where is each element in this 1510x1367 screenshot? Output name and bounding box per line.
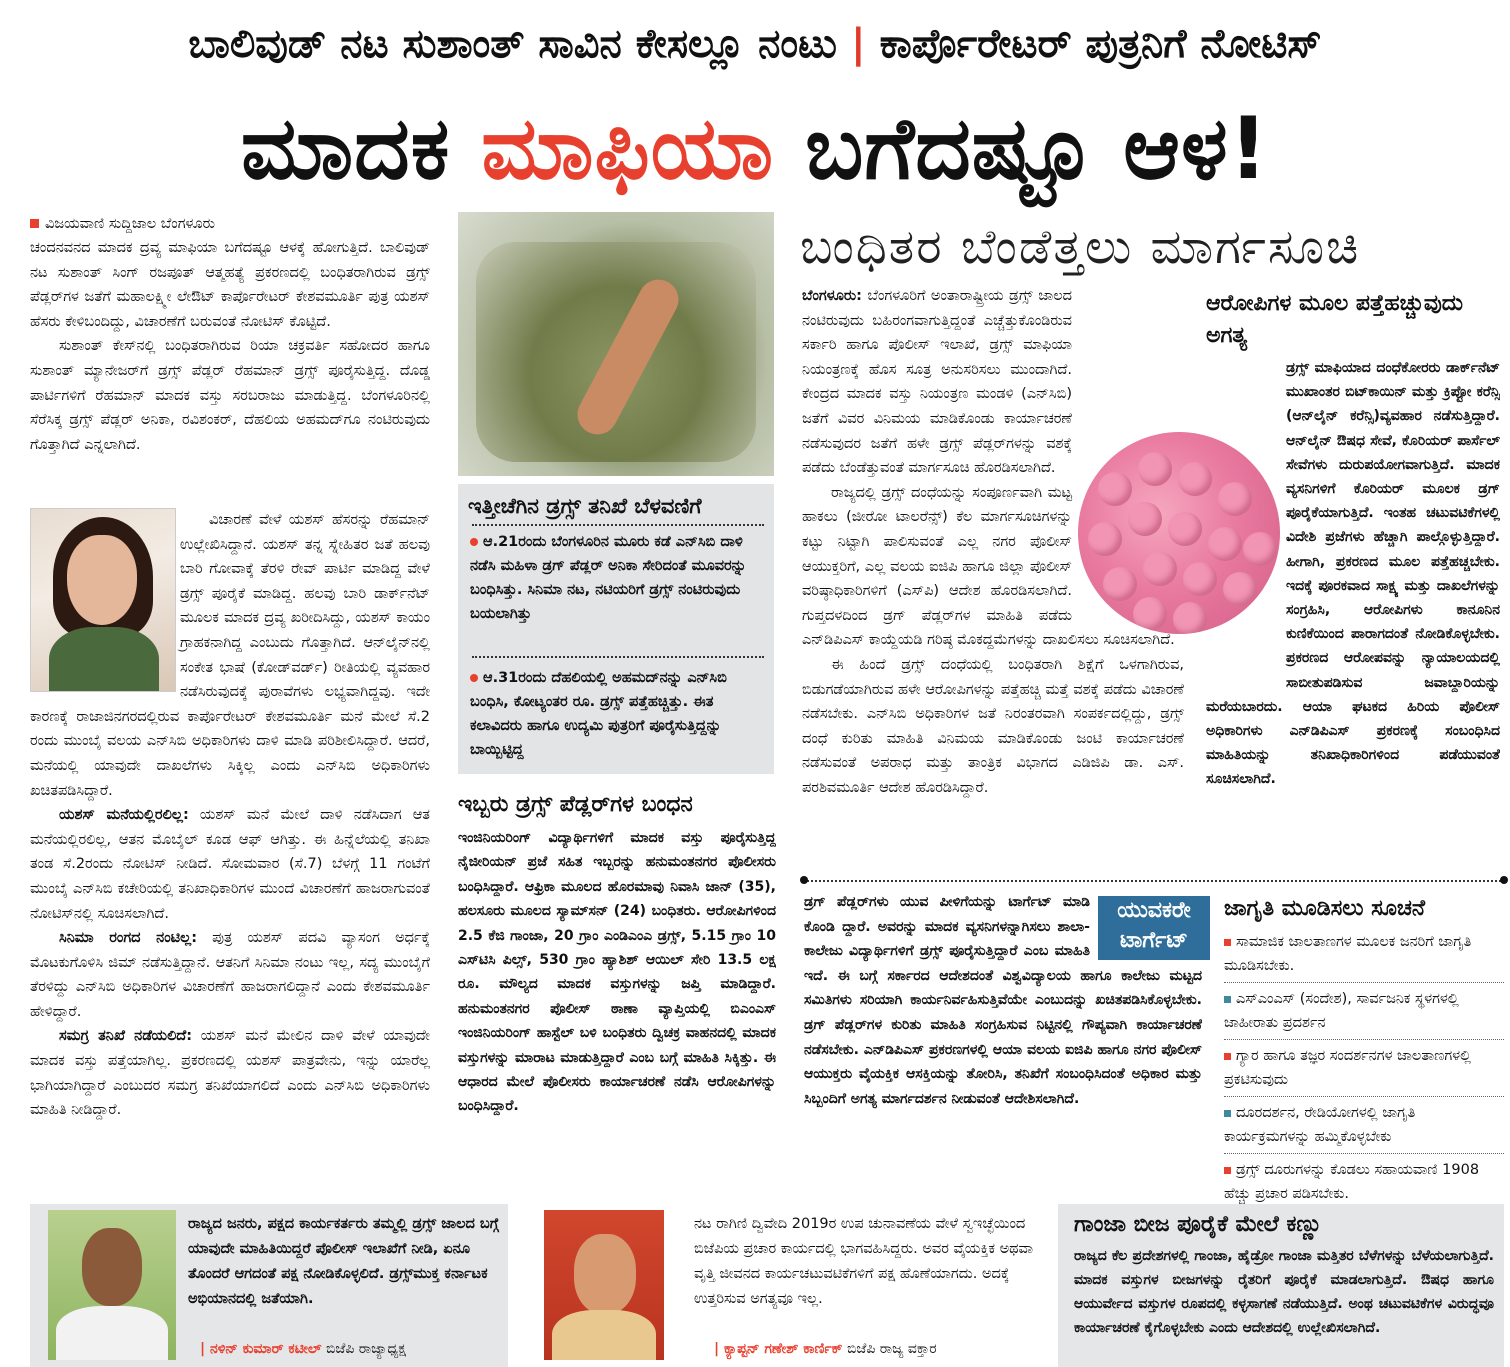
guideline-p3: ಈ ಹಿಂದೆ ಡ್ರಗ್ಸ್ ದಂಧೆಯಲ್ಲಿ ಬಂಧಿತರಾಗಿ ಶಿಕ್ಷೆಗೆ ಒಳಗಾಗಿರುವ, ಬಿಡುಗಡೆಯಾಗಿರುವ ಹಳೇ ಆರೋಪಿಗಳನ್ನು ಪತ್ತೆಹಚ್ಚಿ ಮತ್ತೆ ವಶಕ್ಕೆ ಪಡೆದು ವಿಚಾರಣೆ ನಡೆಸಬೇಕು. ಎನ್‌ಸಿಬಿ ಅಧಿಕಾರಿಗಳ ಜತೆ ನಿರಂತರವಾಗಿ ಸಂಪರ್ಕದಲ್ಲಿದ್ದು, ಡ್ರಗ್ಸ್ ದಂಧೆ ಕುರಿತು ಮಾಹಿತಿ ವಿನಿಮಯ ಮಾಡಿಕೊಂಡು ಜಂಟಿ ಕಾರ್ಯಾಚರಣೆ ನಡೆಸುವಂತೆ ಅಪರಾಧ ಮತ್ತು ತಾಂತ್ರಿಕ ವಿಭಾಗದ ಎಡಿಜಿಪಿ ಡಾ. ಎಸ್. ಪರಶಿವಮೂರ್ತಿ ಆದೇಶ ಹೊರಡಿಸಿದ್ದಾರೆ. — [802, 656, 1184, 796]
left-p6-lead: ಸಮಗ್ರ ತನಿಖೆ ನಡೆಯಲಿದೆ: — [59, 1028, 193, 1045]
bullet-icon — [1224, 1167, 1231, 1174]
arrest-text: ಇಂಜಿನಿಯರಿಂಗ್ ವಿದ್ಯಾರ್ಥಿಗಳಿಗೆ ಮಾದಕ ವಸ್ತು ಪೂರೈಸುತ್ತಿದ್ದ ನೈಜೀರಿಯನ್ ಪ್ರಜೆ ಸಹಿತ ಇಬ್ಬರನ್ನು ಹನುಮಂತನಗರ ಪೊಲೀಸರು ಬಂಧಿಸಿದ್ದಾರೆ. ಆಫ್ರಿಕಾ ಮೂಲದ ಹೊರಮಾವು ನಿವಾಸಿ ಜಾನ್ (35), ಹಲಸೂರು ಮೂಲದ ಸ್ಯಾಮ್‌ಸನ್ (24) ಬಂಧಿತರು. ಆರೋಪಿಗಳಿಂದ 2.5 ಕೆಜಿ ಗಾಂಜಾ, 20 ಗ್ರಾಂ ಎಂಡಿಎಂಎ ಡ್ರಗ್ಸ್, 5.15 ಗ್ರಾಂ 10 ಎಸ್‌ಟಿಸಿ ಪಿಲ್ಸ್, 530 ಗ್ರಾಂ ಹ್ಯಾಶಿಶ್ ಆಯಿಲ್ ಸೇರಿ 13.5 ಲಕ್ಷ ರೂ. ಮೌಲ್ಯದ ಮಾದಕ ವಸ್ತುಗಳನ್ನು ಜಪ್ತಿ ಮಾಡಿದ್ದಾರೆ. ಹನುಮಂತನಗರ ಪೊಲೀಸ್ ಠಾಣಾ ವ್ಯಾಪ್ತಿಯಲ್ಲಿ ಬಿಎಂಎಸ್ ಇಂಜಿನಿಯರಿಂಗ್ ಹಾಸ್ಟೆಲ್ ಬಳಿ ಬಂಧಿತರು ದ್ವಿಚಕ್ರ ವಾಹನದಲ್ಲಿ ಮಾದಕ ವಸ್ತುಗಳನ್ನು ಮಾರಾಟ ಮಾಡುತ್ತಿದ್ದಾರೆ ಎಂಬ ಬಗ್ಗೆ ಮಾಹಿತಿ ಸಿಕ್ಕಿತ್ತು. ಈ ಆಧಾರದ ಮೇಲೆ ಪೊಲೀಸರು ಕಾರ್ಯಾಚರಣೆ ನಡೆಸಿ ಆರೋಪಿಗಳನ್ನು ಬಂಧಿಸಿದ್ದಾರೆ. — [458, 830, 776, 1115]
awareness-box — [1224, 892, 1504, 1210]
arrest-body — [458, 826, 776, 1192]
left-column-bottom — [30, 508, 430, 1194]
main-headline — [0, 88, 1510, 210]
quote-box-2 — [540, 1204, 1040, 1367]
ganja-title: ಗಾಂಜಾ ಬೀಜ ಪೂರೈಕೆ ಮೇಲೆ ಕಣ್ಣು — [1074, 1212, 1323, 1237]
left-p5-lead: ಸಿನಿಮಾ ರಂಗದ ನಂಟಿಲ್ಲ: — [59, 930, 198, 947]
left-p1: ಚಂದನವನದ ಮಾದಕ ದ್ರವ್ಯ ಮಾಫಿಯಾ ಬಗೆದಷ್ಟೂ ಆಳಕ್ಕೆ ಹೋಗುತ್ತಿದೆ. ಬಾಲಿವುಡ್ ನಟ ಸುಶಾಂತ್ ಸಿಂಗ್ ರಜಪೂತ್ ಆತ್ಮಹತ್ಯೆ ಪ್ರಕರಣದಲ್ಲಿ ಬಂಧಿತರಾಗಿರುವ ಡ್ರಗ್ಸ್ ಪೆಡ್ಲರ್‌ಗಳ ಜತೆಗೆ ಮಹಾಲಕ್ಷ್ಮೀ ಲೇಔಟ್ ಕಾರ್ಪೊರೇಟರ್ ಕೇಶವಮೂರ್ತಿ ಪುತ್ರ ಯಶಸ್ ಹೆಸರು ಕೇಳಿಬಂದಿದ್ದು, ವಿಚಾರಣೆಗೆ ಬರುವಂತೆ ನೋಟಿಸ್ ಕೊಟ್ಟಿದೆ. — [30, 240, 430, 330]
quote2-role: ಬಿಜೆಪಿ ರಾಜ್ಯ ವಕ್ತಾರ — [846, 1341, 937, 1357]
source-body — [1206, 356, 1500, 872]
left-p5: ಪುತ್ರ ಯಶಸ್ ಪದವಿ ವ್ಯಾಸಂಗ ಅರ್ಧಕ್ಕೆ ಮೊಟಕುಗೊಳಿಸಿ ಜಿಮ್ ನಡೆಸುತ್ತಿದ್ದಾನೆ. ಆತನಿಗೆ ಸಿನಿಮಾ ನಂಟು ಇಲ್ಲ, ಸದ್ಯ ಮುಂಬೈಗೆ ತೆರಳಿದ್ದು ಎನ್‌ಸಿಬಿ ಅಧಿಕಾರಿಗಳ ವಿಚಾರಣೆಗೆ ಹಾಜರಾಗಲಿದ್ದಾನೆ ಎಂದು ಕೇಶವಮೂರ್ತಿ ಹೇಳಿದ್ದಾರೆ. — [30, 930, 430, 1020]
badge-line2: ಟಾರ್ಗೆಟ್ — [1120, 928, 1188, 953]
awareness-title: ಜಾಗೃತಿ ಮೂಡಿಸಲು ಸೂಚನೆ — [1224, 896, 1426, 921]
quote2-text: ನಟ ರಾಗಿಣಿ ದ್ವಿವೇದಿ 2019ರ ಉಪ ಚುನಾವಣೆಯ ವೇಳೆ ಸ್ವಇಚ್ಛೆಯಿಂದ ಬಿಜೆಪಿಯ ಪ್ರಚಾರ ಕಾರ್ಯದಲ್ಲಿ ಭಾಗವಹಿಸಿದ್ದರು. ಅವರ ವೈಯಕ್ತಿಕ ಅಥವಾ ವೃತ್ತಿ ಜೀವನದ ಕಾರ್ಯಚಟುವಟಿಕೆಗಳಿಗೆ ಪಕ್ಷ ಹೊಣೆಯಾಗದು. ಅದಕ್ಕೆ ಉತ್ತರಿಸುವ ಅಗತ್ಯವೂ ಇಲ್ಲ. — [694, 1216, 1033, 1307]
guideline-title: ಬಂಧಿತರ ಬೆಂಡೆತ್ತಲು ಮಾರ್ಗಸೂಚಿ — [800, 219, 1361, 275]
kicker-right: ಕಾರ್ಪೊರೇಟರ್ ಪುತ್ರನಿಗೆ ನೋಟಿಸ್ — [879, 21, 1322, 67]
left-p3: ವಿಚಾರಣೆ ವೇಳೆ ಯಶಸ್ ಹೆಸರನ್ನು ರೆಹಮಾನ್ ಉಲ್ಲೇಖಿಸಿದ್ದಾನೆ. ಯಶಸ್ ತನ್ನ ಸ್ನೇಹಿತರ ಜತೆ ಹಲವು ಬಾರಿ ಗೋವಾಕ್ಕೆ ತೆರಳಿ ರೇವ್ ಪಾರ್ಟಿ ಮಾಡಿದ್ದ ವೇಳೆ ಡ್ರಗ್ಸ್ ಪೂರೈಕೆ ಮಾಡಿದ್ದ. ಹಲವು ಬಾರಿ ಡಾರ್ಕ್‌ನೆಟ್ ಮೂಲಕ ಮಾದಕ ದ್ರವ್ಯ ಖರೀದಿಸಿದ್ದು, ಯಶಸ್ ಕಾಯಂ ಗ್ರಾಹಕನಾಗಿದ್ದ ಎಂಬುದು ಗೊತ್ತಾಗಿದೆ. ಆನ್‌ಲೈನ್‌ನಲ್ಲಿ ಸಂಕೇತ ಭಾಷೆ (ಕೋಡ್‌ವರ್ಡ್) ರೀತಿಯಲ್ಲಿ ವ್ಯವಹಾರ ನಡೆಸಿರುವುದಕ್ಕೆ ಪುರಾವೆಗಳು ಲಭ್ಯವಾಗಿದ್ದವು. ಇದೇ ಕಾರಣಕ್ಕೆ ರಾಜಾಜಿನಗರದಲ್ಲಿರುವ ಕಾರ್ಪೊರೇಟರ್ ಕೇಶವಮೂರ್ತಿ ಮನೆ ಮೇಲೆ ಸೆ.2 ರಂದು ಮುಂಬೈ ವಲಯ ಎನ್‌ಸಿಬಿ ಅಧಿಕಾರಿಗಳು ದಾಳಿ ಮಾಡಿ ಪರಿಶೀಲಿಸಿದ್ದಾರೆ. ಆದರೆ, ಮನೆಯಲ್ಲಿ ಯಾವುದೇ ದಾಖಲೆಗಳು ಸಿಕ್ಕಿಲ್ಲ ಎಂದು ಎನ್‌ಸಿಬಿ ಅಧಿಕಾರಿಗಳು ಖಚಿತಪಡಿಸಿದ್ದಾರೆ. — [30, 512, 430, 799]
left-p2: ಸುಶಾಂತ್ ಕೇಸ್‌ನಲ್ಲಿ ಬಂಧಿತರಾಗಿರುವ ರಿಯಾ ಚಕ್ರವರ್ತಿ ಸಹೋದರ ಹಾಗೂ ಸುಶಾಂತ್ ಮ್ಯಾನೇಜರ್‌ಗೆ ಡ್ರಗ್ಸ್ ಪೆಡ್ಲರ್ ರೆಹಮಾನ್ ಡ್ರಗ್ಸ್ ಪೂರೈಸುತ್ತಿದ್ದ. ದೊಡ್ಡ ಪಾರ್ಟಿಗಳಿಗೆ ರೆಹಮಾನ್ ಮಾದಕ ವಸ್ತು ಸರಬರಾಜು ಮಾಡುತ್ತಿದ್ದ. ಬೆಂಗಳೂರಿನಲ್ಲಿ ಸೆರೆಸಿಕ್ಕ ಡ್ರಗ್ಸ್ ಪೆಡ್ಲರ್ ಅನಿಕಾ, ರವಿಶಂಕರ್, ದೆಹಲಿಯ ಅಹಮದ್‌ಗೂ ನಂಟಿರುವುದು ಗೊತ್ತಾಗಿದೆ ಎನ್ನಲಾಗಿದೆ. — [30, 338, 430, 453]
byline-marker-icon — [30, 219, 39, 228]
bullet-icon — [1224, 1053, 1231, 1060]
ganja-box — [1058, 1204, 1504, 1367]
portrait-nalin — [48, 1210, 176, 1360]
guideline-body — [802, 284, 1184, 872]
byline — [30, 212, 430, 236]
left-p6: ಯಶಸ್ ಮನೆ ಮೇಲಿನ ದಾಳಿ ವೇಳೆ ಯಾವುದೇ ಮಾದಕ ವಸ್ತು ಪತ್ತೆಯಾಗಿಲ್ಲ. ಪ್ರಕರಣದಲ್ಲಿ ಯಶಸ್ ಪಾತ್ರವೇನು, ಇನ್ನು ಯಾರೆಲ್ಲ ಭಾಗಿಯಾಗಿದ್ದಾರೆ ಎಂಬುದರ ಸಮಗ್ರ ತನಿಖೆಯಾಗಲಿದೆ ಎಂದು ಎನ್‌ಸಿಬಿ ಅಧಿಕಾರಿಗಳು ಮಾಹಿತಿ ನೀಡಿದ್ದಾರೆ. — [30, 1028, 430, 1119]
headline-part1: ಮಾದಕ — [241, 99, 451, 199]
headline-part3: ಬಗೆದಷ್ಟೂ ಆಳ! — [805, 99, 1269, 199]
timeline-divider — [472, 524, 764, 526]
bullet-icon — [470, 674, 478, 682]
divider-dot-icon — [800, 876, 808, 884]
timeline-item-1 — [470, 530, 766, 646]
quote1-attribution: | ನಳಿನ್ ಕುಮಾರ್ ಕಟೀಲ್ ಬಿಜೆಪಿ ರಾಜ್ಯಾಧ್ಯಕ್ಷ — [200, 1341, 406, 1357]
ganja-body — [1074, 1244, 1494, 1364]
quote2-attribution: | ಕ್ಯಾಪ್ಟನ್ ಗಣೇಶ್ ಕಾರ್ಣಿಕ್ ಬಿಜೆಪಿ ರಾಜ್ಯ ವಕ್ತಾರ — [714, 1341, 937, 1357]
awareness-item — [1224, 1040, 1504, 1097]
youth-body — [804, 890, 1202, 1192]
guideline-p2: ರಾಜ್ಯದಲ್ಲಿ ಡ್ರಗ್ಸ್ ದಂಧೆಯನ್ನು ಸಂಪೂರ್ಣವಾಗಿ ಮಟ್ಟ ಹಾಕಲು (ಜೀರೋ ಟಾಲರೆನ್ಸ್) ಕೆಲ ಮಾರ್ಗಸೂಚಿಗಳನ್ನು ಕಟ್ಟು ನಿಟ್ಟಾಗಿ ಪಾಲಿಸುವಂತೆ ಎಲ್ಲ ನಗರ ಪೊಲೀಸ್ ಆಯುಕ್ತರಿಗೆ, ಎಲ್ಲ ವಲಯ ಐಜಿಪಿ ಹಾಗೂ ಜಿಲ್ಲಾ ಪೊಲೀಸ್ ವರಿಷ್ಠಾಧಿಕಾರಿಗಳಿಗೆ (ಎಸ್‌ಪಿ) ಆದೇಶ ಹೊರಡಿಸಲಾಗಿದೆ. ಗುಪ್ತದಳದಿಂದ ಡ್ರಗ್ ಪೆಡ್ಲರ್‌ಗಳ ಮಾಹಿತಿ ಪಡೆದು ಎನ್‌ಡಿಪಿಎಸ್ ಕಾಯ್ದೆಯಡಿ ಗರಿಷ್ಠ ಮೊಕದ್ದಮೆಗಳನ್ನು ದಾಖಲಿಸಲು ಸೂಚಿಸಲಾಗಿದೆ. — [802, 484, 1175, 649]
awareness-item-text: ದೂರದರ್ಶನ, ರೇಡಿಯೋಗಳಲ್ಲಿ ಜಾಗೃತಿ ಕಾರ್ಯಕ್ರಮಗಳನ್ನು ಹಮ್ಮಿಕೊಳ್ಳಬೇಕು — [1224, 1105, 1416, 1145]
awareness-item-text: ಸಾಮಾಜಿಕ ಜಾಲತಾಣಗಳ ಮೂಲಕ ಜನರಿಗೆ ಜಾಗೃತಿ ಮೂಡಿಸಬೇಕು. — [1224, 934, 1472, 974]
left-p4: ಯಶಸ್ ಮನೆ ಮೇಲೆ ದಾಳಿ ನಡೆಸಿದಾಗ ಆತ ಮನೆಯಲ್ಲಿರಲಿಲ್ಲ, ಆತನ ಮೊಬೈಲ್ ಕೂಡ ಆಫ್ ಆಗಿತ್ತು. ಈ ಹಿನ್ನೆಲೆಯಲ್ಲಿ ತನಿಖಾ ತಂಡ ಸೆ.2ರಂದು ನೋಟಿಸ್ ನೀಡಿದೆ. ಸೋಮವಾರ (ಸೆ.7) ಬೆಳಗ್ಗೆ 11 ಗಂಟೆಗೆ ಮುಂಬೈ ಎನ್‌ಸಿಬಿ ಕಚೇರಿಯಲ್ಲಿ ತನಿಖಾಧಿಕಾರಿಗಳ ಮುಂದೆ ವಿಚಾರಣೆಗೆ ಹಾಜರಾಗುವಂತೆ ನೋಟಿಸ್‌ನಲ್ಲಿ ಸೂಚಿಸಲಾಗಿದೆ. — [30, 807, 430, 922]
youth-text: ಡ್ರಗ್ ಪೆಡ್ಲರ್‌ಗಳು ಯುವ ಪೀಳಿಗೆಯನ್ನು ಟಾರ್ಗೆಟ್ ಮಾಡಿ ಕೊಂಡಿ ದ್ದಾರೆ. ಅವರನ್ನು ಮಾದಕ ವ್ಯಸನಿಗಳನ್ನಾಗಿಸಲು ಶಾಲಾ-ಕಾಲೇಜು ವಿದ್ಯಾರ್ಥಿಗಳಿಗೆ ಡ್ರಗ್ಸ್ ಪೂರೈಸುತ್ತಿದ್ದಾರೆ ಎಂಬ ಮಾಹಿತಿ ಇದೆ. ಈ ಬಗ್ಗೆ ಸರ್ಕಾರದ ಆದೇಶದಂತೆ ವಿಶ್ವವಿದ್ಯಾಲಯ ಹಾಗೂ ಕಾಲೇಜು ಮಟ್ಟದ ಸಮಿತಿಗಳು ಸರಿಯಾಗಿ ಕಾರ್ಯನಿರ್ವಹಿಸುತ್ತಿವೆಯೇ ಎಂಬುದನ್ನು ಖಚಿತಪಡಿಸಿಕೊಳ್ಳಬೇಕು. ಡ್ರಗ್ ಪೆಡ್ಲರ್‌ಗಳ ಕುರಿತು ಮಾಹಿತಿ ಸಂಗ್ರಹಿಸುವ ನಿಟ್ಟಿನಲ್ಲಿ ಗೌಪ್ಯವಾಗಿ ಕಾರ್ಯಾಚರಣೆ ನಡೆಸಬೇಕು. ಎನ್‌ಡಿಪಿಎಸ್ ಪ್ರಕರಣಗಳಲ್ಲಿ ಆಯಾ ವಲಯ ಐಜಿಪಿ ಹಾಗೂ ನಗರ ಪೊಲೀಸ್ ಆಯುಕ್ತರು ವೈಯಕ್ತಿಕ ಆಸಕ್ತಿಯನ್ನು ತೋರಿಸಿ, ತನಿಖೆಗೆ ಸಂಬಂಧಿಸಿದಂತೆ ಅಧಿಕಾರ ಮತ್ತು ಸಿಬ್ಬಂದಿಗೆ ಅಗತ್ಯ ಮಾರ್ಗದರ್ಶನ ನೀಡುವಂತೆ ಆದೇಶಿಸಲಾಗಿದೆ. — [804, 894, 1202, 1107]
guideline-dateline: ಬೆಂಗಳೂರು: — [802, 288, 862, 304]
ganja-text: ರಾಜ್ಯದ ಕೆಲ ಪ್ರದೇಶಗಳಲ್ಲಿ ಗಾಂಜಾ, ಹೈಡ್ರೋ ಗಾಂಜಾ ಮತ್ತಿತರ ಬೆಳೆಗಳನ್ನು ಬೆಳೆಯಲಾಗುತ್ತಿದೆ. ಮಾದಕ ವಸ್ತುಗಳ ಬೀಜಗಳನ್ನು ರೈತರಿಗೆ ಪೂರೈಕೆ ಮಾಡಲಾಗುತ್ತಿದೆ. ಔಷಧ ಹಾಗೂ ಆಯುರ್ವೇದ ವಸ್ತುಗಳ ರೂಪದಲ್ಲಿ ಕಳ್ಳಸಾಗಣೆ ನಡೆಯುತ್ತಿದೆ. ಅಂಥ ಚಟುವಟಿಕೆಗಳ ವಿರುದ್ಧವೂ ಕಾರ್ಯಾಚರಣೆ ಕೈಗೊಳ್ಳಬೇಕು ಎಂದು ಆದೇಶದಲ್ಲಿ ಉಲ್ಲೇಖಿಸಲಾಗಿದೆ. — [1074, 1248, 1494, 1336]
awareness-item — [1224, 1097, 1504, 1154]
headline-part2: ಮಾಫಿಯಾ — [481, 99, 775, 199]
bullet-icon — [470, 538, 478, 546]
byline-text: ವಿಜಯವಾಣಿ ಸುದ್ದಿಜಾಲ ಬೆಂಗಳೂರು — [45, 216, 215, 232]
kicker-left: ಬಾಲಿವುಡ್ ನಟ ಸುಶಾಂತ್ ಸಾವಿನ ಕೇಸಲ್ಲೂ ನಂಟು — [188, 21, 837, 67]
kicker-line — [0, 0, 1510, 88]
awareness-item-text: ಡ್ರಗ್ಸ್ ದೂರುಗಳನ್ನು ಕೊಡಲು ಸಹಾಯವಾಣಿ 1908 ಹೆಚ್ಚು ಪ್ರಚಾರ ಪಡಿಸಬೇಕು. — [1224, 1162, 1480, 1202]
left-column-top — [30, 236, 430, 508]
quote1-text: ರಾಜ್ಯದ ಜನರು, ಪಕ್ಷದ ಕಾರ್ಯಕರ್ತರು ತಮ್ಮಲ್ಲಿ ಡ್ರಗ್ಸ್ ಜಾಲದ ಬಗ್ಗೆ ಯಾವುದೇ ಮಾಹಿತಿಯಿದ್ದರೆ ಪೊಲೀಸ್ ಇಲಾಖೆಗೆ ನೀಡಿ, ಏನೂ ತೊಂದರೆ ಆಗದಂತೆ ಪಕ್ಷ ನೋಡಿಕೊಳ್ಳಲಿದೆ. ಡ್ರಗ್ಸ್‌ಮುಕ್ತ ಕರ್ನಾಟಕ ಅಭಿಯಾನದಲ್ಲಿ ಜತೆಯಾಗಿ. — [188, 1216, 499, 1307]
quote1-role: ಬಿಜೆಪಿ ರಾಜ್ಯಾಧ್ಯಕ್ಷ — [325, 1341, 406, 1357]
awareness-item — [1224, 926, 1504, 983]
drugs-photo — [458, 212, 774, 476]
quote2-name: ಕ್ಯಾಪ್ಟನ್ ಗಣೇಶ್ ಕಾರ್ಣಿಕ್ — [724, 1341, 843, 1357]
timeline-divider — [472, 656, 764, 658]
source-text: ಡ್ರಗ್ಸ್ ಮಾಫಿಯಾದ ದಂಧೆಕೋರರು ಡಾರ್ಕ್‌ನೆಟ್ ಮುಖಾಂತರ ಬಿಟ್‌ಕಾಯಿನ್ ಮತ್ತು ಕ್ರಿಪ್ಟೋ ಕರೆನ್ಸಿ (ಆನ್‌ಲೈನ್ ಕರೆನ್ಸಿ)ವ್ಯವಹಾರ ನಡೆಸುತ್ತಿದ್ದಾರೆ. ಆನ್‌ಲೈನ್ ಔಷಧ ಸೇವೆ, ಕೊರಿಯರ್ ಪಾರ್ಸೆಲ್ ಸೇವೆಗಳು ದುರುಪಯೋಗವಾಗುತ್ತಿದೆ. ಮಾದಕ ವ್ಯಸನಿಗಳಿಗೆ ಕೊರಿಯರ್ ಮೂಲಕ ಡ್ರಗ್ ಪೂರೈಕೆಯಾಗುತ್ತಿದೆ. ಇಂತಹ ಚಟುವಟಿಕೆಗಳಲ್ಲಿ ವಿದೇಶಿ ಪ್ರಜೆಗಳು ಹೆಚ್ಚಾಗಿ ಪಾಲ್ಗೊಳ್ಳುತ್ತಿದ್ದಾರೆ. ಹೀಗಾಗಿ, ಪ್ರಕರಣದ ಮೂಲ ಪತ್ತೆಹಚ್ಚಬೇಕು. ಇದಕ್ಕೆ ಪೂರಕವಾದ ಸಾಕ್ಷ್ಯ ಮತ್ತು ದಾಖಲೆಗಳನ್ನು ಸಂಗ್ರಹಿಸಿ, ಆರೋಪಿಗಳು ಕಾನೂನಿನ ಕುಣಿಕೆಯಿಂದ ಪಾರಾಗದಂತೆ ನೋಡಿಕೊಳ್ಳಬೇಕು. ಪ್ರಕರಣದ ಆರೋಪವನ್ನು ನ್ಯಾಯಾಲಯದಲ್ಲಿ ಸಾಬೀತುಪಡಿಸುವ ಜವಾಬ್ದಾರಿಯನ್ನು ಮರೆಯಬಾರದು. ಆಯಾ ಘಟಕದ ಹಿರಿಯ ಪೊಲೀಸ್ ಅಧಿಕಾರಿಗಳು ಎನ್‌ಡಿಪಿಎಸ್ ಪ್ರಕರಣಕ್ಕೆ ಸಂಬಂಧಿಸಿದ ಮಾಹಿತಿಯನ್ನು ತನಿಖಾಧಿಕಾರಿಗಳಿಂದ ಪಡೆಯುವಂತೆ ಸೂಚಿಸಲಾಗಿದೆ. — [1206, 360, 1500, 788]
divider-dot-icon — [1500, 876, 1508, 884]
section-divider — [804, 880, 1504, 882]
badge-line1: ಯುವಕರೇ — [1117, 898, 1191, 923]
portrait-ganesh — [544, 1210, 664, 1360]
timeline-item-2 — [470, 666, 766, 766]
awareness-item-text: ಎಸ್‌ಎಂಎಸ್ (ಸಂದೇಶ), ಸಾರ್ವಜನಿಕ ಸ್ಥಳಗಳಲ್ಲಿ ಜಾಹೀರಾತು ಪ್ರದರ್ಶನ — [1224, 991, 1459, 1031]
awareness-item — [1224, 983, 1504, 1040]
timeline-item-1-text: ಆ.21ರಂದು ಬೆಂಗಳೂರಿನ ಮೂರು ಕಡೆ ಎನ್‌ಸಿಬಿ ದಾಳಿ ನಡೆಸಿ ಮಹಿಳಾ ಡ್ರಗ್ ಪೆಡ್ಲರ್ ಅನಿಕಾ ಸೇರಿದಂತೆ ಮೂವರನ್ನು ಬಂಧಿಸಿತ್ತು. ಸಿನಿಮಾ ನಟ, ನಟಿಯರಿಗೆ ಡ್ರಗ್ಸ್ ನಂಟಿರುವುದು ಬಯಲಾಗಿತ್ತು — [470, 534, 747, 622]
awareness-item-text: ಗ್ಯಾರ ಹಾಗೂ ತಜ್ಞರ ಸಂದರ್ಶನಗಳ ಜಾಲತಾಣಗಳಲ್ಲಿ ಪ್ರಕಟಿಸುವುದು — [1224, 1048, 1472, 1088]
left-p4-lead: ಯಶಸ್ ಮನೆಯಲ್ಲಿರಲಿಲ್ಲ: — [59, 807, 189, 824]
bullet-icon — [1224, 1110, 1231, 1117]
kicker-separator: | — [850, 21, 866, 67]
quote-box-1 — [30, 1204, 508, 1367]
timeline-box — [458, 484, 774, 774]
awareness-item — [1224, 1154, 1504, 1210]
arrest-title: ಇಬ್ಬರು ಡ್ರಗ್ಸ್ ಪೆಡ್ಲರ್‌ಗಳ ಬಂಧನ — [458, 792, 693, 817]
quote1-name: ನಳಿನ್ ಕುಮಾರ್ ಕಟೀಲ್ — [210, 1341, 322, 1357]
timeline-item-2-text: ಆ.31ರಂದು ದೆಹಲಿಯಲ್ಲಿ ಅಹಮದ್‌ನನ್ನು ಎನ್‌ಸಿಬಿ ಬಂಧಿಸಿ, ಕೋಟ್ಯಂತರ ರೂ. ಡ್ರಗ್ಸ್ ಪತ್ತೆಹಚ್ಚಿತ್ತು. ಈತ ಕಲಾವಿದರು ಹಾಗೂ ಉದ್ಯಮಿ ಪುತ್ರರಿಗೆ ಪೂರೈಸುತ್ತಿದ್ದನ್ನು ಬಾಯ್ಬಿಟ್ಟಿದ್ದ — [470, 670, 727, 758]
guideline-p1: ಬೆಂಗಳೂರಿಗೆ ಅಂತಾರಾಷ್ಟ್ರೀಯ ಡ್ರಗ್ಸ್ ಜಾಲದ ನಂಟಿರುವುದು ಬಹಿರಂಗವಾಗುತ್ತಿದ್ದಂತೆ ಎಚ್ಚೆತ್ತುಕೊಂಡಿರುವ ಸರ್ಕಾರಿ ಹಾಗೂ ಪೊಲೀಸ್ ಇಲಾಖೆ, ಡ್ರಗ್ಸ್ ಮಾಫಿಯಾ ನಿಯಂತ್ರಣಕ್ಕೆ ಹೊಸ ಸೂತ್ರ ಅನುಸರಿಸಲು ಮುಂದಾಗಿದೆ. ಕೇಂದ್ರದ ಮಾದಕ ವಸ್ತು ನಿಯಂತ್ರಣ ಮಂಡಳಿ (ಎನ್‌ಸಿಬಿ) ಜತೆಗೆ ವಿವರ ವಿನಿಮಯ ಮಾಡಿಕೊಂಡು ಕಾರ್ಯಾಚರಣೆ ನಡೆಸುವುದರ ಜತೆಗೆ ಹಳೇ ಡ್ರಗ್ಸ್ ಪೆಡ್ಲರ್‌ಗಳನ್ನು ವಶಕ್ಕೆ ಪಡೆದು ಬೆಂಡೆತ್ತುವಂತೆ ಮಾರ್ಗಸೂಚಿ ಹೊರಡಿಸಲಾಗಿದೆ. — [802, 288, 1072, 477]
timeline-title: ಇತ್ತೀಚೆಗಿನ ಡ್ರಗ್ಸ್ ತನಿಖೆ ಬೆಳವಣಿಗೆ — [468, 494, 702, 518]
bullet-icon — [1224, 996, 1231, 1003]
bullet-icon — [1224, 939, 1231, 946]
source-title: ಆರೋಪಿಗಳ ಮೂಲ ಪತ್ತೆಹಚ್ಚುವುದು ಅಗತ್ಯ — [1206, 291, 1463, 348]
